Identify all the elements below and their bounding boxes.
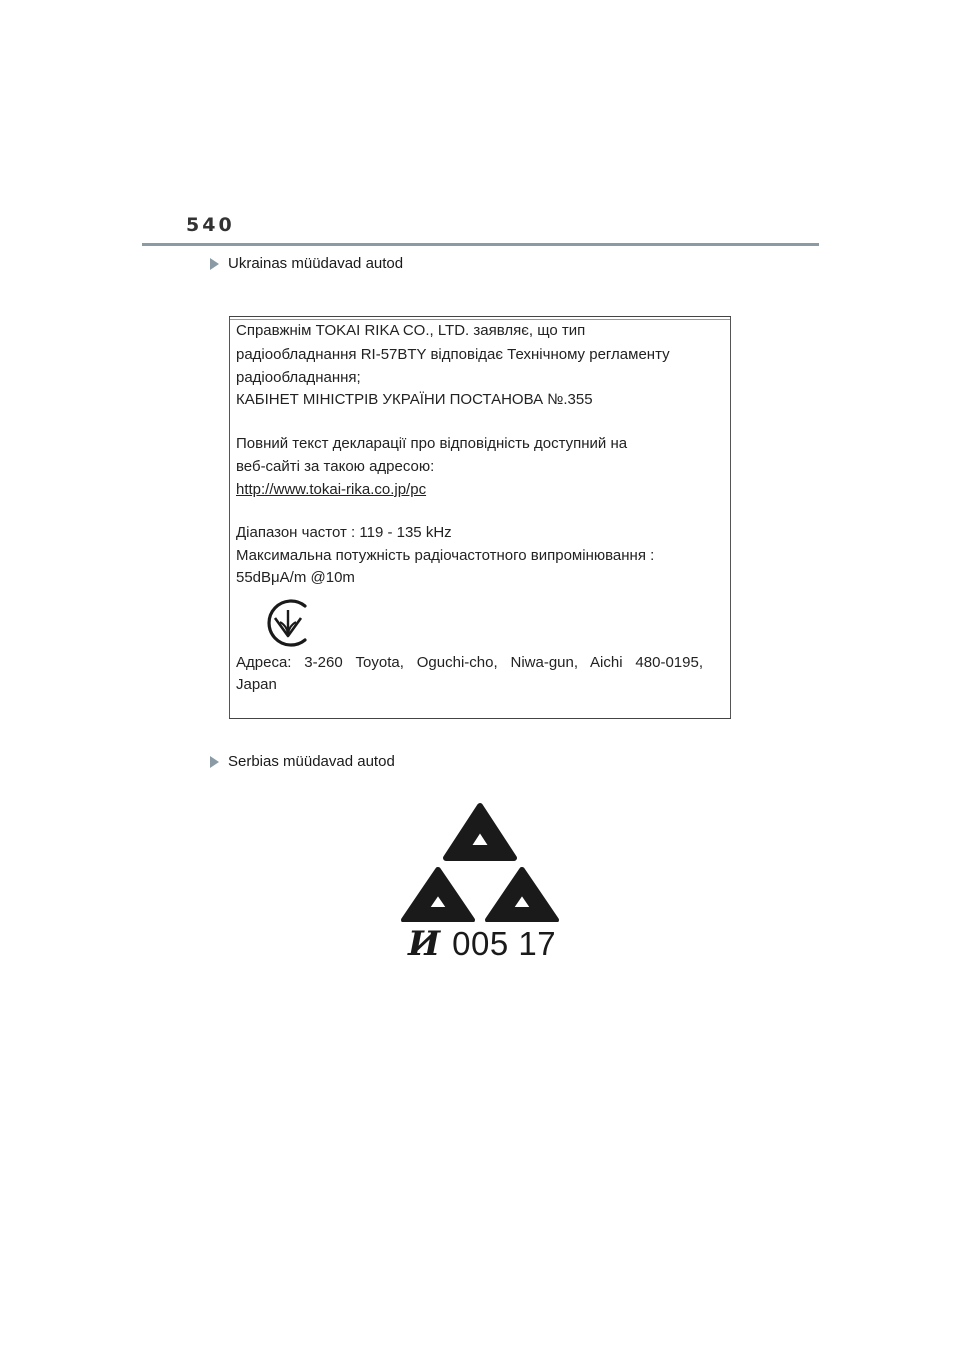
declaration-link[interactable]: http://www.tokai-rika.co.jp/pc: [236, 481, 427, 498]
section-heading-label: Ukrainas müüdavad autod: [228, 255, 404, 272]
declaration-address: Адреса: 3-260 Toyota, Oguchi-cho, Niwa-gun, Aichi 480-0195,: [236, 654, 703, 671]
serbia-mark-letter: И: [408, 924, 441, 964]
box-inner-rule: [230, 319, 730, 320]
declaration-line: Повний текст декларації про відповідність доступний на: [236, 435, 628, 452]
declaration-line: веб-сайті за такою адресою:: [236, 458, 435, 475]
declaration-line: радіообладнання RI-57BTY відповідає Технічному регламенту: [236, 346, 670, 363]
serbian-conformity-triangles-icon: [401, 802, 559, 922]
serbia-mark-code: [408, 924, 556, 964]
ukrainian-conformity-mark-icon: [261, 596, 315, 650]
header-rule: [142, 243, 819, 246]
triangle-bullet-icon: [210, 756, 219, 768]
triangle-bullet-icon: [210, 258, 219, 270]
serbia-mark-number: 005 17: [452, 925, 557, 962]
section-heading-label: Serbias müüdavad autod: [228, 753, 395, 770]
page-number: 540: [186, 214, 235, 236]
declaration-line: КАБІНЕТ МІНІСТРІВ УКРАЇНИ ПОСТАНОВА №.355: [236, 391, 593, 408]
declaration-line: Japan: [236, 676, 277, 693]
declaration-line: Діапазон частот : 119 - 135 kHz: [236, 524, 452, 541]
declaration-line: Максимальна потужність радіочастотного випромінювання :: [236, 547, 655, 564]
section-heading-serbia: [210, 753, 395, 770]
declaration-line: радіообладнання;: [236, 369, 361, 386]
declaration-line: Справжнім TOKAI RIKA CO., LTD. заявляє, що тип: [236, 322, 586, 339]
section-heading-ukraine: [210, 255, 403, 272]
declaration-line: 55dBμA/m @10m: [236, 569, 355, 586]
